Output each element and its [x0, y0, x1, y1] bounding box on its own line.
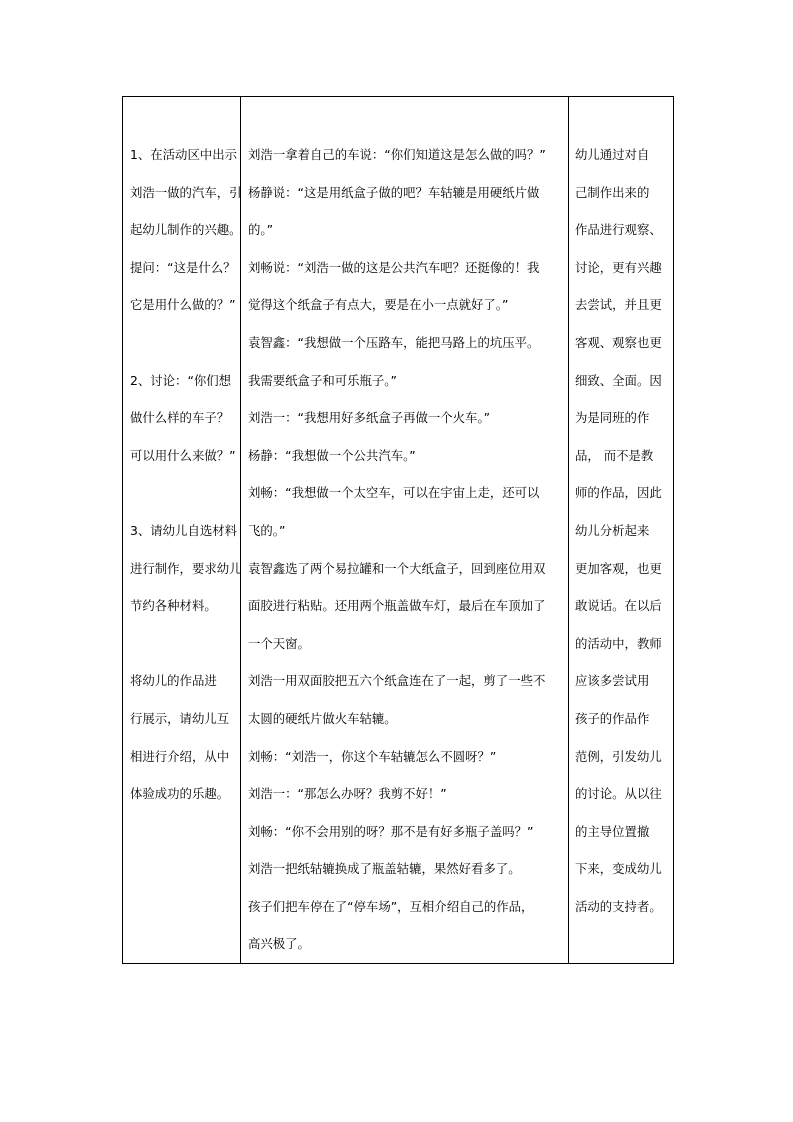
text-line: 范例，引发幼儿: [575, 748, 662, 764]
text-line: 去尝试，并且更: [575, 297, 662, 313]
reflection-cell: [569, 97, 674, 964]
text-line: 品， 而不是教: [575, 447, 654, 463]
table-row: [123, 97, 674, 964]
text-line: 刘浩一做的汽车，引: [130, 184, 242, 200]
text-line: 刘浩一用双面胶把五六个纸盒连在了一起，剪了一些不: [248, 673, 546, 689]
text-line: 刘浩一：“我想用好多纸盒子再做一个火车。”: [248, 410, 491, 426]
observation-record-cell: [241, 97, 569, 964]
text-line: 应该多尝试用: [575, 673, 650, 689]
text-line: 太圆的硬纸片做火车轱辘。: [248, 710, 397, 726]
text-line: 觉得这个纸盒子有点大，要是在小一点就好了。”: [248, 297, 509, 313]
reflection-text: [569, 97, 673, 925]
activity-table: [122, 96, 674, 964]
text-line: 刘浩一把纸轱辘换成了瓶盖轱辘，果然好看多了。: [248, 861, 521, 877]
observation-record-text: [241, 97, 568, 963]
text-line: 面胶进行粘贴。还用两个瓶盖做车灯，最后在车顶加了: [248, 598, 546, 614]
text-line: 的主导位置撤: [575, 823, 650, 839]
blank-line: [130, 625, 236, 663]
activity-steps-cell: [123, 97, 241, 964]
text-line: 3、请幼儿自选材料: [130, 522, 238, 538]
text-line: 刘畅：“刘浩一，你这个车轱辘怎么不圆呀？”: [248, 748, 497, 764]
blank-line: [130, 324, 236, 362]
text-line: 进行制作，要求幼儿: [130, 560, 242, 576]
text-line: 的讨论。从以往: [575, 786, 662, 802]
text-line: 1、在活动区中出示: [130, 147, 238, 162]
text-line: 它是用什么做的？”: [130, 297, 236, 313]
text-line: 活动的支持者。: [575, 898, 662, 914]
text-line: 师的作品，因此: [575, 485, 662, 501]
text-line: 刘畅：“我想做一个太空车，可以在宇宙上走，还可以: [248, 485, 540, 501]
text-line: 杨静说：“这是用纸盒子做的吧？车轱辘是用硬纸片做: [248, 184, 540, 200]
text-line: 幼儿分析起来: [575, 522, 650, 538]
text-line: 2、讨论：“你们想: [130, 372, 232, 388]
text-line: 高兴极了。: [248, 936, 310, 952]
text-line: 刘浩一：“那怎么办呀？我剪不好！”: [248, 786, 447, 802]
text-line: 袁智鑫选了两个易拉罐和一个大纸盒子，回到座位用双: [248, 560, 546, 576]
text-line: 敢说话。在以后: [575, 598, 662, 614]
text-line: 细致、全面。因: [575, 372, 662, 388]
text-line: 作品进行观察、: [575, 222, 662, 238]
text-line: 讨论，更有兴趣: [575, 259, 662, 275]
blank-line: [130, 474, 236, 512]
text-line: 的。”: [248, 222, 274, 238]
text-line: 杨静：“我想做一个公共汽车。”: [248, 447, 416, 463]
activity-steps-text: [123, 97, 240, 813]
text-line: 为是同班的作: [575, 410, 650, 426]
text-line: 可以用什么来做？”: [130, 447, 236, 463]
text-line: 幼儿通过对自: [575, 147, 650, 162]
text-line: 客观、观察也更: [575, 334, 662, 350]
text-line: 的活动中，教师: [575, 635, 662, 651]
text-line: 刘畅：“你不会用别的呀？那不是有好多瓶子盖吗？”: [248, 823, 534, 839]
text-line: 体验成功的乐趣。: [130, 786, 230, 802]
text-line: 做什么样的车子？: [130, 410, 230, 426]
text-line: 相进行介绍，从中: [130, 748, 230, 764]
text-line: 一个天窗。: [248, 635, 310, 651]
text-line: 将幼儿的作品进: [130, 673, 217, 689]
text-line: 更加客观，也更: [575, 560, 662, 576]
text-line: 刘浩一拿着自己的车说：“你们知道这是怎么做的吗？”: [248, 147, 546, 162]
text-line: 下来，变成幼儿: [575, 861, 662, 877]
text-line: 飞的。”: [248, 522, 286, 538]
text-line: 孩子们把车停在了“停车场”，互相介绍自己的作品，: [248, 898, 534, 914]
text-line: 我需要纸盒子和可乐瓶子。”: [248, 372, 397, 388]
text-line: 袁智鑫：“我想做一个压路车，能把马路上的坑压平。: [248, 334, 540, 350]
text-line: 刘畅说：“刘浩一做的这是公共汽车吧？还挺像的！我: [248, 259, 540, 275]
text-line: 提问：“这是什么？: [130, 259, 236, 275]
text-line: 孩子的作品作: [575, 710, 650, 726]
text-line: 己制作出来的: [575, 184, 650, 200]
text-line: 节约各种材料。: [130, 598, 217, 614]
text-line: 行展示，请幼儿互: [130, 710, 230, 726]
text-line: 起幼儿制作的兴趣。: [130, 222, 242, 238]
